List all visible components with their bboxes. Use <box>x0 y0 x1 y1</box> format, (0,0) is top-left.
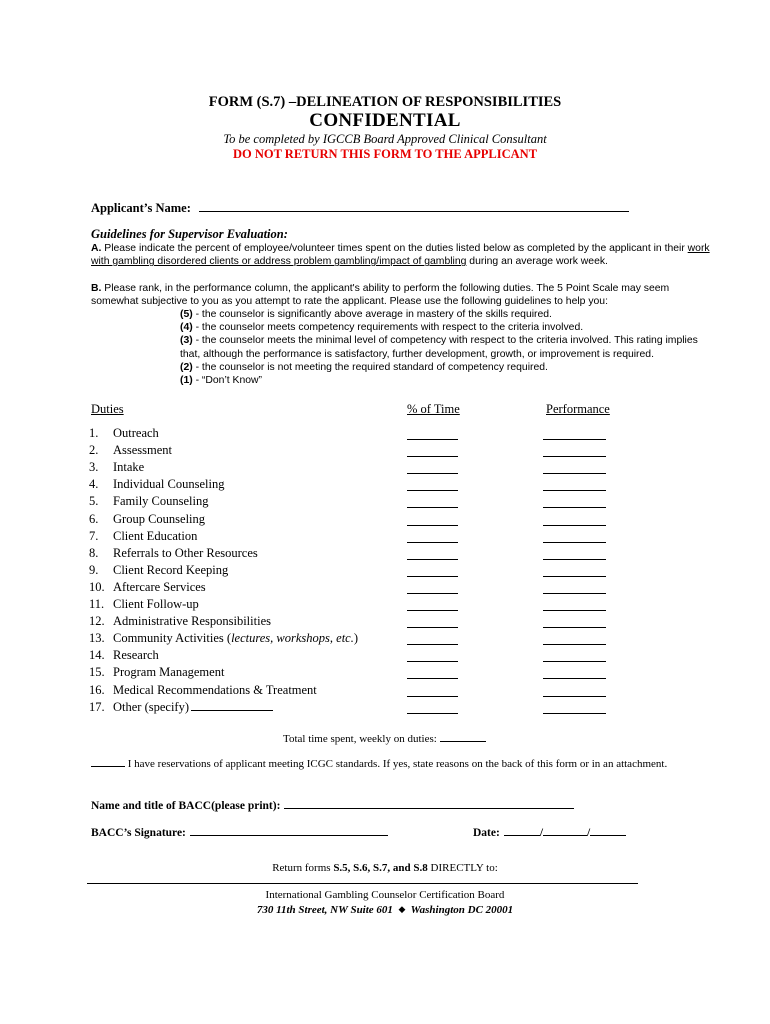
duty-number: 1. <box>89 426 99 440</box>
scale-text: that, although the performance is satisfactory, further development, growth, or improvement is required. <box>180 348 654 360</box>
scale-item <box>180 374 720 387</box>
duty-text: Group Counseling <box>113 512 206 526</box>
performance-rating-field[interactable] <box>543 666 606 679</box>
duty-number: 12. <box>89 614 105 628</box>
other-specify-field[interactable] <box>191 699 273 711</box>
percent-time-field[interactable] <box>407 615 458 628</box>
performance-rating-field[interactable] <box>543 547 606 560</box>
duty-text: Outreach <box>113 426 159 440</box>
duty-text: Community Activities ( <box>113 631 232 645</box>
performance-rating-field[interactable] <box>543 495 606 508</box>
scale-score: (5) <box>180 309 193 320</box>
duty-text: Research <box>113 648 159 662</box>
bacc-signature-row <box>91 823 388 841</box>
scale-score: (3) <box>180 335 193 347</box>
duty-number: 14. <box>89 648 105 662</box>
duty-text: Family Counseling <box>113 494 209 508</box>
time-column-header: % of Time <box>407 402 460 416</box>
diamond-icon: ◆ <box>398 904 406 914</box>
date-separator: / <box>587 827 591 839</box>
scale-text: - the counselor meets competency requirements with respect to the criteria involved. <box>192 322 584 334</box>
percent-time-field[interactable] <box>407 632 458 645</box>
scale-item <box>180 348 720 361</box>
performance-rating-field[interactable] <box>543 581 606 594</box>
confidential-heading: CONFIDENTIAL <box>309 110 461 131</box>
date-row <box>473 823 626 841</box>
duty-text: Intake <box>113 460 145 474</box>
reservations-checkbox-field[interactable] <box>91 756 125 767</box>
percent-time-field[interactable] <box>407 478 458 491</box>
percent-time-field[interactable] <box>407 666 458 679</box>
date-day-field[interactable] <box>543 825 587 836</box>
percent-time-field[interactable] <box>407 581 458 594</box>
guideline-a-underlined-2: with gambling disordered clients or address problem gambling/impact of gambling <box>91 256 467 268</box>
date-separator: / <box>539 827 544 839</box>
scale-text: - the counselor is not meeting the required standard of competency required. <box>192 361 548 373</box>
percent-time-field[interactable] <box>407 513 458 526</box>
scale-text: - “Don’t Know” <box>192 375 262 387</box>
performance-rating-field[interactable] <box>543 427 606 440</box>
scale-score: (4) <box>180 322 193 334</box>
percent-time-field[interactable] <box>407 530 458 543</box>
performance-rating-field[interactable] <box>543 444 606 457</box>
duty-label <box>113 528 197 545</box>
scale-item <box>180 361 720 374</box>
duty-text: Other (specify) <box>113 700 190 714</box>
duty-text: Program Management <box>113 665 225 679</box>
return-suffix: DIRECTLY to: <box>427 862 498 874</box>
footer-divider <box>87 883 638 884</box>
duty-number: 10. <box>89 580 105 594</box>
duty-label <box>113 630 358 647</box>
duty-number: 13. <box>89 631 105 645</box>
duty-number: 2. <box>89 443 99 457</box>
duty-label <box>113 511 205 528</box>
duty-label <box>113 493 209 510</box>
footer-city: Washington DC 20001 <box>410 904 514 916</box>
applicant-name-label: Applicant’s Name: <box>91 201 191 215</box>
duty-number: 6. <box>89 512 99 526</box>
performance-column-header: Performance <box>546 402 610 416</box>
return-instructions <box>0 862 770 874</box>
bacc-name-label: Name and title of BACC(please print): <box>91 800 281 812</box>
duty-text: Administrative Responsibilities <box>113 614 271 628</box>
performance-rating-field[interactable] <box>543 478 606 491</box>
percent-time-field[interactable] <box>407 461 458 474</box>
form-title: FORM (S.7) –DELINEATION OF RESPONSIBILITIES <box>208 94 562 110</box>
duty-label <box>113 664 224 681</box>
duty-label <box>113 476 224 493</box>
return-forms: S.5, S.6, S.7, and S.8 <box>333 862 428 874</box>
footer-address <box>0 904 770 916</box>
duties-column-header: Duties <box>91 402 124 416</box>
duty-text-end: ) <box>353 631 359 645</box>
duty-number: 7. <box>89 529 99 543</box>
guideline-b-text-2: somewhat subjective to you as you attempt to rate the applicant. Please use the following guidelines to help you: <box>91 296 608 308</box>
duty-label <box>113 425 159 442</box>
percent-time-field[interactable] <box>407 427 458 440</box>
scale-item <box>180 308 720 321</box>
guideline-b-prefix: B. <box>91 283 102 294</box>
rating-scale <box>180 308 720 387</box>
duty-number: 8. <box>89 546 99 560</box>
performance-rating-field[interactable] <box>543 649 606 662</box>
bacc-signature-field[interactable] <box>190 825 388 836</box>
duty-text: Client Education <box>113 529 198 543</box>
duty-label <box>113 442 172 459</box>
scale-item <box>180 334 720 347</box>
footer-street: 730 11th Street, NW Suite 601 <box>256 904 393 916</box>
percent-time-field[interactable] <box>407 547 458 560</box>
duty-label <box>113 459 144 476</box>
duty-text: Client Record Keeping <box>113 563 229 577</box>
performance-rating-field[interactable] <box>543 632 606 645</box>
duty-label <box>113 699 273 716</box>
duty-number: 11. <box>89 597 105 611</box>
duty-label <box>113 613 271 630</box>
duty-text: Aftercare Services <box>113 580 206 594</box>
duty-number: 15. <box>89 665 105 679</box>
date-month-field[interactable] <box>504 825 540 836</box>
scale-score: (1) <box>180 375 193 387</box>
date-year-field[interactable] <box>590 825 626 836</box>
guideline-b <box>91 282 711 308</box>
percent-time-field[interactable] <box>407 701 458 714</box>
bacc-name-field[interactable] <box>284 798 574 809</box>
duty-text-italic: lectures, workshops, etc. <box>231 631 354 645</box>
duty-number: 16. <box>89 683 105 697</box>
applicant-row <box>91 199 629 217</box>
duty-label <box>113 647 159 664</box>
date-label: Date: <box>473 827 500 839</box>
total-label: Total time spent, weekly on duties: <box>283 733 437 745</box>
guideline-a <box>91 242 711 268</box>
duty-label <box>113 682 317 699</box>
percent-time-field[interactable] <box>407 649 458 662</box>
scale-text: - the counselor meets the minimal level of competency with respect to the criteria involved. This rating implies <box>192 335 698 347</box>
scale-text: - the counselor is significantly above average in mastery of the skills required. <box>192 309 552 320</box>
duty-label <box>113 596 199 613</box>
percent-time-field[interactable] <box>407 598 458 611</box>
performance-rating-field[interactable] <box>543 615 606 628</box>
form-subtitle: To be completed by IGCCB Board Approved Clinical Consultant <box>223 132 547 146</box>
duty-text: Assessment <box>113 443 173 457</box>
total-row <box>283 731 486 745</box>
guideline-a-text: Please indicate the percent of employee/volunteer times spent on the duties listed below as completed by the applicant in their <box>101 243 688 254</box>
return-prefix: Return forms <box>272 862 334 874</box>
guideline-a-prefix: A. <box>91 243 102 254</box>
duty-text: Client Follow-up <box>113 597 199 611</box>
duty-number: 5. <box>89 494 99 508</box>
footer-org: International Gambling Counselor Certification Board <box>265 889 505 901</box>
percent-time-field[interactable] <box>407 684 458 697</box>
performance-rating-field[interactable] <box>543 684 606 697</box>
scale-score: (2) <box>180 361 193 373</box>
performance-rating-field[interactable] <box>543 598 606 611</box>
scale-item <box>180 321 720 334</box>
guideline-a-underlined: work <box>687 243 710 254</box>
duty-label <box>113 562 228 579</box>
duty-label <box>113 579 206 596</box>
performance-rating-field[interactable] <box>543 530 606 543</box>
duty-text: Individual Counseling <box>113 477 225 491</box>
duty-label <box>113 545 258 562</box>
performance-rating-field[interactable] <box>543 701 606 714</box>
reservations-text: I have reservations of applicant meeting ICGC standards. If yes, state reasons on the back of this form or in an attachment. <box>127 758 668 770</box>
duty-number: 17. <box>89 700 105 714</box>
performance-rating-field[interactable] <box>543 461 606 474</box>
duty-number: 4. <box>89 477 99 491</box>
guidelines-title: Guidelines for Supervisor Evaluation: <box>91 227 288 241</box>
bacc-signature-label: BACC’s Signature: <box>91 827 186 839</box>
guideline-b-text: Please rank, in the performance column, the applicant's ability to perform the following duties. The 5 Point Scale may seem <box>101 283 670 294</box>
return-warning: DO NOT RETURN THIS FORM TO THE APPLICANT <box>232 147 538 161</box>
performance-rating-field[interactable] <box>543 513 606 526</box>
bacc-name-row <box>91 796 574 814</box>
total-hours-field[interactable] <box>440 731 486 742</box>
percent-time-field[interactable] <box>407 495 458 508</box>
duty-number: 3. <box>89 460 99 474</box>
guideline-a-text-2: during an average work week. <box>466 256 608 268</box>
percent-time-field[interactable] <box>407 564 458 577</box>
duty-number: 9. <box>89 563 99 577</box>
reservations-row <box>91 756 731 770</box>
performance-rating-field[interactable] <box>543 564 606 577</box>
duty-text: Medical Recommendations & Treatment <box>113 683 317 697</box>
duty-text: Referrals to Other Resources <box>113 546 258 560</box>
applicant-name-field[interactable] <box>199 200 629 212</box>
percent-time-field[interactable] <box>407 444 458 457</box>
